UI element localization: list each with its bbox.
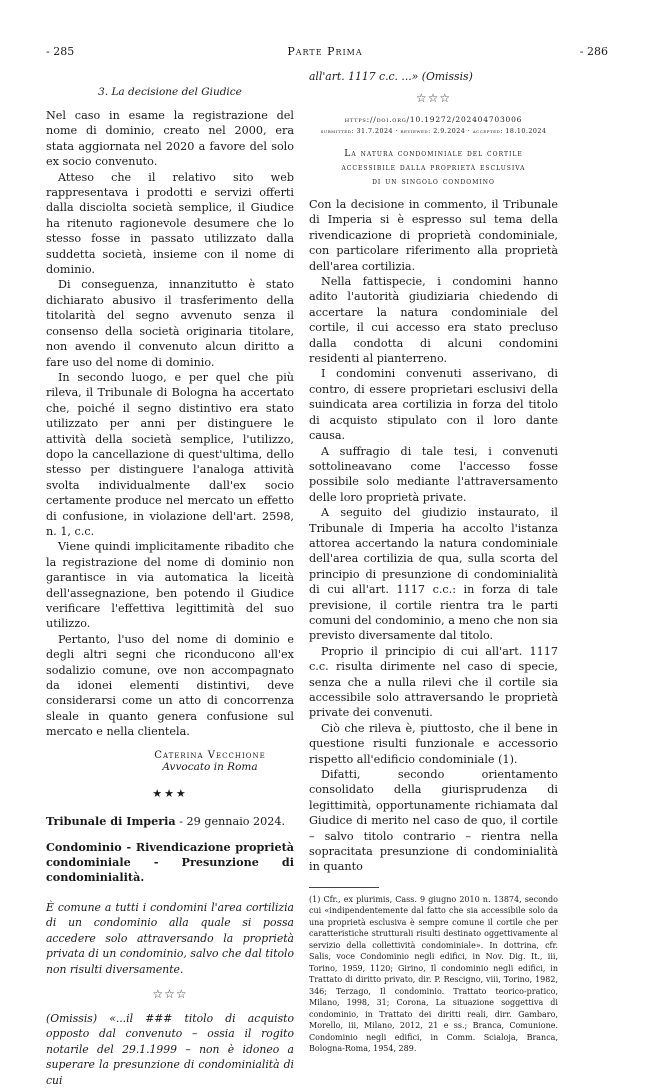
court-reference bbox=[46, 814, 294, 828]
paragraph: Proprio il principio di cui all'art. 1117 c.c. risulta dirimente nel caso di specie, senza che a nulla rilevi che il cortile sia accessibile solo attraversando le proprietà private dei convenuti. bbox=[309, 644, 558, 720]
paragraph: Di conseguenza, innanzitutto è stato dichiarato abusivo il trasferimento della titolarità del segno avvenuto senza il consenso della società originaria titolare, non avendo il convenuto alcun diritto a fare uso del nome di dominio. bbox=[46, 278, 294, 369]
author-name: Caterina Vecchione bbox=[154, 749, 266, 761]
massima-title: Condominio - Rivendicazione proprietà condominiale - Presunzione di condominialità. bbox=[46, 839, 294, 885]
doi-link[interactable]: https://doi.org/10.19272/202404703006 bbox=[344, 115, 523, 124]
review-dates: submitted: 31.7.2024 · reviewed: 2.9.2024 · accepted: 18.10.2024 bbox=[320, 128, 547, 135]
paragraph: Nel caso in esame la registrazione del nome di dominio, creato nel 2000, era stata aggiornata nel 2020 a favore del solo ex socio convenuto. bbox=[46, 109, 294, 169]
page-number-right: - 286 bbox=[579, 45, 608, 58]
divider-hollow-stars: ☆☆☆ bbox=[415, 91, 452, 105]
running-header: Parte Prima bbox=[287, 45, 363, 58]
paragraph: I condomini convenuti asserivano, di contro, di essere proprietari esclusivi della suindicata area cortilizia in forza del titolo di acquisto stipulato con il loro dante causa. bbox=[309, 367, 558, 443]
section-title: 3. La decisione del Giudice bbox=[98, 86, 242, 98]
paragraph: A suffragio di tale tesi, i convenuti sottolineavano come l'accesso fosse possibile solo mediante l'attraversamento delle loro proprietà private. bbox=[309, 444, 558, 504]
court-name: Tribunale di Imperia bbox=[46, 813, 176, 828]
page-number-left: - 285 bbox=[46, 45, 75, 58]
paragraph: Difatti, secondo orientamento consolidato della giurisprudenza di legittimità, opportunamente richiamata dal Giudice di merito nel caso de quo, il cortile – salvo titolo contrario – rientra nella sopracitata presunzione di condominialità in quanto bbox=[309, 768, 558, 874]
paragraph: Atteso che il relativo sito web rappresentava i prodotti e servizi offerti dalla disciolta società semplice, il Giudice ha ritenuto ragionevole desumere che lo stesso fosse in passato utilizzato dalla suddetta società, insieme con il nome di dominio. bbox=[46, 170, 294, 277]
divider-hollow-stars: ☆☆☆ bbox=[152, 986, 188, 1001]
right-column bbox=[309, 70, 558, 1055]
omissis-continuation: all'art. 1117 c.c. ...» (Omissis) bbox=[309, 70, 473, 83]
paragraph: Pertanto, l'uso del nome di dominio e degli altri segni che riconducono all'ex sodalizio comune, ove non accompagnato da idonei elementi distintivi, deve considerarsi come un atto di concorrenza sleale in quanto genera confusione sul mercato e nella clientela. bbox=[46, 632, 294, 739]
note-title-line: di un singolo condomino bbox=[372, 176, 495, 187]
paragraph: Con la decisione in commento, il Tribunale di Imperia si è espresso sul tema della rivendicazione di proprietà condominiale, con particolare riferimento alla proprietà dell'area cortilizia. bbox=[309, 198, 558, 273]
omissis-text: (Omissis) «...il ### titolo di acquisto opposto dal convenuto – ossia il rogito notarile del 29.1.1999 – non è idoneo a superare la presunzione di condominialità di cui bbox=[46, 1011, 294, 1087]
author-role: Avvocato in Roma bbox=[162, 760, 258, 773]
note-title-line: La natura condominiale del cortile bbox=[344, 148, 523, 159]
paragraph: In secondo luogo, e per quel che più rileva, il Tribunale di Bologna ha accertato che, poiché il segno distintivo era stato utilizzato per anni per distinguere le attività della società semplice, l'utilizzo, dopo la cancellazione di quest'ultima, dello stesso per distinguere l'analoga attività svolta individualmente dall'ex socio certamente produce nel mercato un effetto di confusione, in violazione dell'art. 2598, n. 1, c.c. bbox=[46, 370, 294, 538]
paragraph: Ciò che rileva è, piuttosto, che il bene in questione risulti funzionale e accessorio rispetto all'edificio condominiale (1). bbox=[309, 721, 558, 766]
paragraph: A seguito del giudizio instaurato, il Tribunale di Imperia ha accolto l'istanza attorea accertando la natura condominiale dell'area cortilizia de qua, sulla scorta del principio di presunzione di condominialità di cui all'art. 1117 c.c.: in forza di tale previsione, il cortile rientra tra le parti comuni del condominio, a meno che non sia previsto diversamente dal titolo. bbox=[309, 506, 558, 643]
note-title bbox=[309, 147, 558, 189]
paragraph: Nella fattispecie, i condomini hanno adito l'autorità giudiziaria chiedendo di accertare la natura condominiale del cortile, il cui accesso era stato precluso dalla condotta di alcuni condomini residenti al pianterreno. bbox=[309, 275, 558, 366]
court-date: - 29 gennaio 2024. bbox=[175, 814, 286, 828]
footnote: (1) Cfr., ex plurimis, Cass. 9 giugno 2010 n. 13874, secondo cui «indipendentemente dal fatto che sia accessibile solo da una proprietà esclusiva è sempre comune il cortile che per caratteristiche strutturali risulti destinato oggettivamente al servizio della collettività condominiale». In dottrina, cfr. Salis, voce Condominio negli edifici, in Nov. Dig. It., iii, Torino, 1959, 1120; Girino, Il condominio negli edifici, in Trattato di diritto privato, dir. P. Rescigno, viii, Torino, 1982, 346; Terzago, Il condominio. Trattato teorico-pratico, Milano, 1998, 31; Corona, La situazione soggettiva di condominio, in Trattato dei diritti reali, dirr. Gambaro, Morello, iii, Milano, 2012, 21 e ss.; Branca, Comunione. Condominio negli edifici, in Comm. Scialoja, Branca, Bologna-Roma, 1954, 289. bbox=[309, 894, 558, 1054]
paragraph: Viene quindi implicitamente ribadito che la registrazione del nome di dominio non garantisce in via automatica la liceità dell'assegnazione, ben potendo il Giudice verificare l'effettiva legittimità del suo utilizzo. bbox=[46, 540, 294, 631]
section-divider-stars: ★★★ bbox=[152, 786, 188, 800]
footnote-divider bbox=[309, 887, 379, 888]
note-title-line: accessibile dalla proprietà esclusiva bbox=[341, 162, 526, 173]
massima-text: È comune a tutti i condomini l'area cortilizia di un condominio alla quale si possa accedere solo attraversando la proprietà privata di un condominio, salvo che dal titolo non risulti diversamente. bbox=[46, 900, 294, 976]
left-column bbox=[46, 78, 294, 1088]
